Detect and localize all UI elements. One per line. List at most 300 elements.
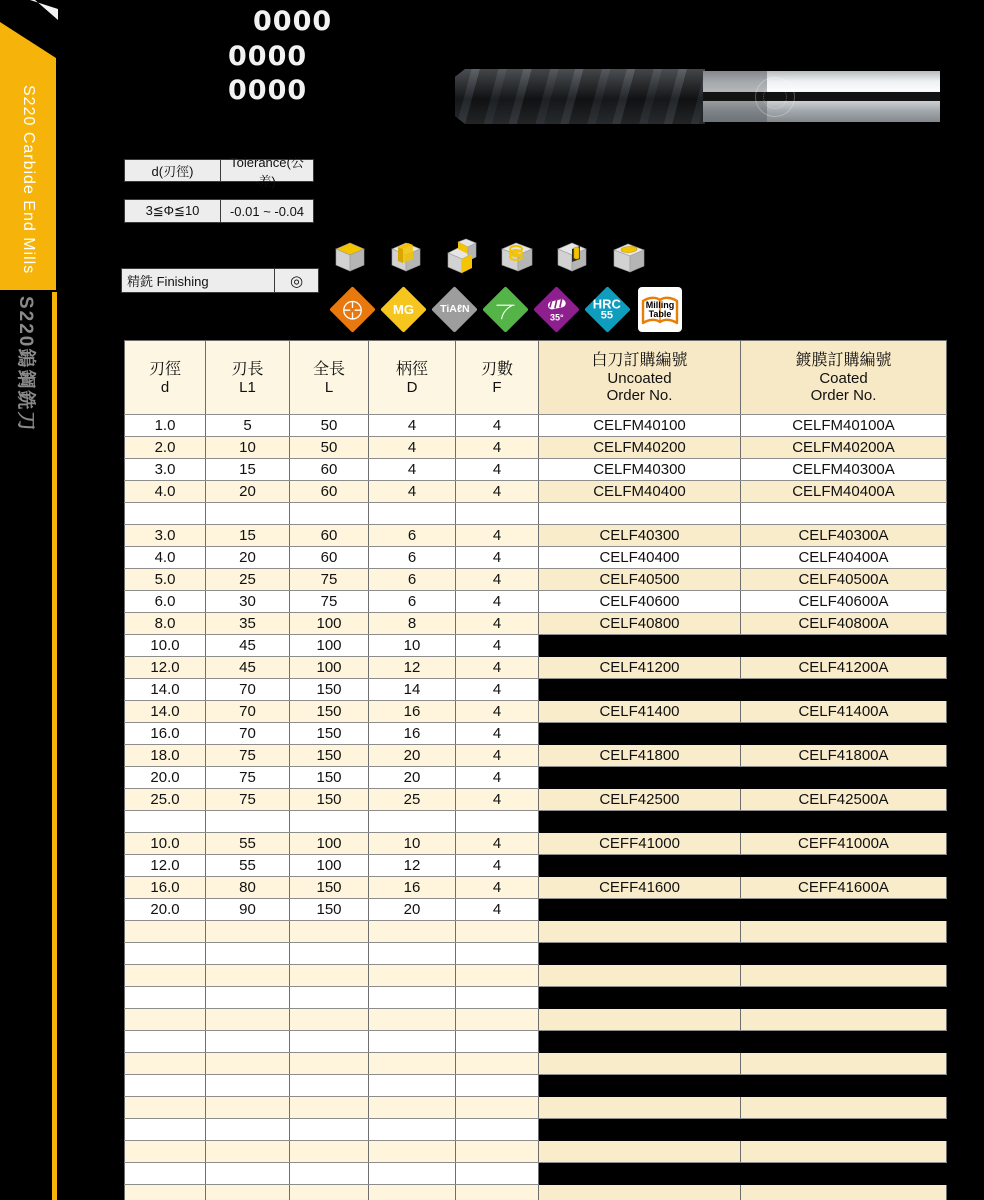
spec-cell <box>369 1031 456 1053</box>
spec-cell <box>456 503 539 525</box>
coated-order-cell: CELFM40200A <box>741 437 947 459</box>
spec-cell: 16 <box>369 723 456 745</box>
uncoated-order-cell <box>539 767 741 789</box>
coated-order-cell <box>741 723 947 745</box>
spec-cell: 100 <box>290 855 369 877</box>
spec-cell <box>206 943 290 965</box>
table-row <box>125 569 947 591</box>
finishing-row <box>121 268 319 293</box>
spec-cell <box>125 943 206 965</box>
feature-badges-row <box>327 285 682 333</box>
spec-cell: 12 <box>369 855 456 877</box>
spec-cell: 10 <box>206 437 290 459</box>
spec-cell: 75 <box>206 745 290 767</box>
spec-cell <box>369 943 456 965</box>
spec-cell <box>290 1009 369 1031</box>
spec-cell: 30 <box>206 591 290 613</box>
spec-cell: 4 <box>456 437 539 459</box>
spec-cell: 55 <box>206 833 290 855</box>
spec-cell <box>125 1053 206 1075</box>
coated-order-cell <box>741 855 947 877</box>
coated-order-cell: CELF41400A <box>741 701 947 723</box>
spec-cell <box>456 965 539 987</box>
spec-cell <box>290 1031 369 1053</box>
spec-cell <box>125 1031 206 1053</box>
spec-cell <box>125 1075 206 1097</box>
spec-cell: 150 <box>290 789 369 811</box>
milling-table-label: Milling Table <box>645 299 675 319</box>
uncoated-order-cell <box>539 1075 741 1097</box>
spec-cell: 4 <box>456 899 539 921</box>
spec-cell: 75 <box>290 591 369 613</box>
spec-cell <box>125 965 206 987</box>
spec-cell <box>369 811 456 833</box>
spec-cell <box>206 1119 290 1141</box>
spec-cell: 4 <box>456 635 539 657</box>
corner-accent <box>30 0 58 20</box>
uncoated-order-cell <box>539 1141 741 1163</box>
table-row <box>125 877 947 899</box>
spec-cell <box>290 1141 369 1163</box>
spec-cell: 4.0 <box>125 481 206 503</box>
spec-cell <box>125 811 206 833</box>
spec-cell: 4 <box>456 855 539 877</box>
spec-cell: 45 <box>206 657 290 679</box>
spec-cell: 20 <box>206 481 290 503</box>
spec-cell: 4 <box>456 547 539 569</box>
table-row <box>125 921 947 943</box>
spec-cell: 4 <box>369 481 456 503</box>
spec-cell <box>290 943 369 965</box>
col-header-overall-length: 全長 L <box>290 341 369 415</box>
spec-cell <box>456 1163 539 1185</box>
spec-cell <box>290 1185 369 1200</box>
step-milling-icon <box>440 238 480 276</box>
spec-cell <box>206 965 290 987</box>
spec-cell: 3.0 <box>125 459 206 481</box>
end-mill-photo <box>455 64 940 128</box>
spec-cell <box>456 1031 539 1053</box>
spec-cell: 20.0 <box>125 899 206 921</box>
spec-cell: 75 <box>206 767 290 789</box>
spec-cell <box>206 1163 290 1185</box>
coated-order-cell <box>741 503 947 525</box>
table-row <box>125 547 947 569</box>
spec-cell: 4 <box>456 877 539 899</box>
table-row <box>125 833 947 855</box>
spec-cell <box>290 1053 369 1075</box>
uncoated-order-cell <box>539 965 741 987</box>
slot-milling-icon <box>384 238 424 276</box>
uncoated-order-cell: CEFF41600 <box>539 877 741 899</box>
spec-cell <box>456 1075 539 1097</box>
product-code-3: 0000 <box>228 75 308 106</box>
spec-cell: 12 <box>369 657 456 679</box>
spec-cell: 100 <box>290 657 369 679</box>
badge-hrc <box>584 286 631 333</box>
uncoated-order-cell: CELF40400 <box>539 547 741 569</box>
table-row <box>125 657 947 679</box>
spec-cell: 4 <box>456 591 539 613</box>
spec-cell <box>206 503 290 525</box>
coated-order-cell: CELFM40300A <box>741 459 947 481</box>
spec-cell: 3.0 <box>125 525 206 547</box>
spec-cell <box>125 1141 206 1163</box>
spec-cell <box>290 965 369 987</box>
spec-cell <box>369 1185 456 1200</box>
badge-cutter <box>329 286 376 333</box>
finishing-label: 精銑 Finishing <box>127 274 209 289</box>
uncoated-order-cell: CEFF41000 <box>539 833 741 855</box>
product-code-2: 0000 <box>228 41 308 72</box>
coated-order-cell <box>741 679 947 701</box>
uncoated-order-cell: CELF42500 <box>539 789 741 811</box>
spec-cell: 15 <box>206 459 290 481</box>
tolerance-col1-header: d(刃徑) <box>151 164 194 179</box>
table-row <box>125 459 947 481</box>
coated-order-cell <box>741 1141 947 1163</box>
spec-cell: 25.0 <box>125 789 206 811</box>
table-row <box>125 1097 947 1119</box>
table-row <box>125 415 947 437</box>
spec-cell: 20 <box>369 745 456 767</box>
brand-watermark-icon <box>755 77 795 117</box>
spec-cell: 75 <box>206 789 290 811</box>
spec-cell <box>369 987 456 1009</box>
series-vertical-label: S220鎢鋼銑刀 <box>15 296 36 433</box>
end-mill-cross-section-icon <box>341 297 365 321</box>
spec-cell: 20.0 <box>125 767 206 789</box>
spec-cell <box>290 1119 369 1141</box>
spec-cell <box>369 1119 456 1141</box>
table-row <box>125 1119 947 1141</box>
spec-cell: 150 <box>290 701 369 723</box>
spec-cell <box>125 503 206 525</box>
spec-cell <box>125 1185 206 1200</box>
coated-order-cell: CELF40800A <box>741 613 947 635</box>
coated-order-cell: CELF42500A <box>741 789 947 811</box>
spec-cell <box>206 987 290 1009</box>
uncoated-order-cell <box>539 1053 741 1075</box>
spec-cell: 4 <box>456 415 539 437</box>
coated-order-cell <box>741 1163 947 1185</box>
spec-cell <box>290 1163 369 1185</box>
spec-cell: 16 <box>369 701 456 723</box>
spec-cell: 70 <box>206 701 290 723</box>
spec-cell: 5.0 <box>125 569 206 591</box>
coated-order-cell <box>741 943 947 965</box>
coated-order-cell <box>741 899 947 921</box>
spec-cell: 1.0 <box>125 415 206 437</box>
col-header-uncoated: 白刀訂購編號 Uncoated Order No. <box>539 341 741 415</box>
spec-table <box>124 340 947 1200</box>
spec-table-header-row <box>125 341 947 415</box>
spec-cell <box>369 503 456 525</box>
spec-cell: 150 <box>290 767 369 789</box>
tolerance-col2-header: Tolerance(公差) <box>220 160 313 181</box>
table-row <box>125 899 947 921</box>
spec-cell: 60 <box>290 459 369 481</box>
uncoated-order-cell <box>539 943 741 965</box>
coated-order-cell <box>741 1053 947 1075</box>
spec-cell <box>206 1075 290 1097</box>
coated-order-cell: CELF40500A <box>741 569 947 591</box>
table-row <box>125 987 947 1009</box>
spec-cell: 20 <box>369 767 456 789</box>
table-row <box>125 481 947 503</box>
spec-cell: 4 <box>456 679 539 701</box>
spec-cell <box>125 987 206 1009</box>
corner-milling-icon <box>552 238 592 276</box>
spec-cell <box>369 1075 456 1097</box>
end-mill-flutes <box>455 69 705 124</box>
uncoated-order-cell: CELF41200 <box>539 657 741 679</box>
spec-cell: 16 <box>369 877 456 899</box>
helical-milling-icon <box>496 238 536 276</box>
table-row <box>125 701 947 723</box>
tolerance-value-row <box>124 199 314 223</box>
spec-cell <box>456 1119 539 1141</box>
spec-cell: 2.0 <box>125 437 206 459</box>
uncoated-order-cell <box>539 987 741 1009</box>
spec-cell: 55 <box>206 855 290 877</box>
end-mill-stripe <box>703 92 940 101</box>
uncoated-order-cell <box>539 635 741 657</box>
spec-cell: 4 <box>456 481 539 503</box>
sidebar-rule <box>52 292 57 1200</box>
coated-order-cell: CELF40600A <box>741 591 947 613</box>
spec-cell: 14.0 <box>125 679 206 701</box>
spec-cell: 4 <box>369 459 456 481</box>
tolerance-header-row <box>124 154 314 189</box>
spec-cell: 6.0 <box>125 591 206 613</box>
finishing-rating: ◎ <box>274 269 318 292</box>
spec-cell <box>290 503 369 525</box>
spec-cell: 12.0 <box>125 657 206 679</box>
spec-cell <box>456 1053 539 1075</box>
spiral-flute-icon <box>546 297 568 322</box>
uncoated-order-cell <box>539 899 741 921</box>
spec-cell: 60 <box>290 547 369 569</box>
tialn-label: TiAℓN <box>439 302 470 315</box>
uncoated-order-cell: CELF40500 <box>539 569 741 591</box>
milling-table-badge <box>638 287 682 332</box>
uncoated-order-cell: CELFM40100 <box>539 415 741 437</box>
spec-cell: 10.0 <box>125 833 206 855</box>
spec-cell: 4 <box>456 701 539 723</box>
spec-cell: 10 <box>369 833 456 855</box>
pocket-milling-icon <box>608 238 648 276</box>
spec-cell: 150 <box>290 679 369 701</box>
spec-cell <box>206 811 290 833</box>
table-row <box>125 525 947 547</box>
spec-cell <box>125 1097 206 1119</box>
table-row <box>125 1163 947 1185</box>
uncoated-order-cell <box>539 811 741 833</box>
spec-cell: 16.0 <box>125 723 206 745</box>
spec-cell <box>206 1031 290 1053</box>
spec-cell <box>290 1075 369 1097</box>
col-header-coated: 鍍膜訂購編號 Coated Order No. <box>741 341 947 415</box>
spec-cell: 70 <box>206 723 290 745</box>
coated-order-cell <box>741 1097 947 1119</box>
series-band-label: S220 Carbide End Mills <box>20 84 37 275</box>
diameter-range: 3≦Φ≦10 <box>145 203 200 218</box>
spec-cell: 6 <box>369 591 456 613</box>
spec-cell <box>456 811 539 833</box>
spec-cell: 50 <box>290 437 369 459</box>
badge-profile <box>482 286 529 333</box>
spec-cell <box>456 1009 539 1031</box>
table-row <box>125 1075 947 1097</box>
table-row <box>125 811 947 833</box>
coated-order-cell: CELFM40400A <box>741 481 947 503</box>
machining-icons-row <box>328 238 648 278</box>
spec-cell: 14.0 <box>125 701 206 723</box>
spec-cell <box>206 1141 290 1163</box>
spec-cell: 100 <box>290 635 369 657</box>
coated-order-cell: CELF41800A <box>741 745 947 767</box>
spec-cell: 25 <box>369 789 456 811</box>
uncoated-order-cell <box>539 723 741 745</box>
spec-cell <box>206 921 290 943</box>
coated-order-cell: CELF40400A <box>741 547 947 569</box>
spec-cell: 4 <box>456 613 539 635</box>
spec-cell: 4 <box>456 525 539 547</box>
coated-order-cell: CELF40300A <box>741 525 947 547</box>
spec-cell: 4 <box>456 459 539 481</box>
table-row <box>125 613 947 635</box>
coated-order-cell <box>741 921 947 943</box>
spec-cell: 35 <box>206 613 290 635</box>
spec-cell: 4 <box>456 767 539 789</box>
table-row <box>125 965 947 987</box>
spec-cell <box>290 987 369 1009</box>
coated-order-cell <box>741 1009 947 1031</box>
table-row <box>125 855 947 877</box>
spec-cell <box>290 811 369 833</box>
spec-cell: 20 <box>369 899 456 921</box>
uncoated-order-cell: CELF41400 <box>539 701 741 723</box>
table-row <box>125 943 947 965</box>
spec-cell <box>369 1163 456 1185</box>
spec-cell <box>456 987 539 1009</box>
table-row <box>125 1141 947 1163</box>
col-header-flutes: 刃數 F <box>456 341 539 415</box>
table-row <box>125 767 947 789</box>
hrc-label: HRC <box>593 295 622 311</box>
coated-order-cell <box>741 1185 947 1200</box>
product-code-1: 0000 <box>253 6 333 37</box>
coated-order-cell <box>741 1119 947 1141</box>
spec-cell: 4 <box>456 569 539 591</box>
spec-cell <box>369 1053 456 1075</box>
spec-cell <box>369 1009 456 1031</box>
spec-cell: 10 <box>369 635 456 657</box>
table-row <box>125 1009 947 1031</box>
spec-cell: 4.0 <box>125 547 206 569</box>
uncoated-order-cell <box>539 921 741 943</box>
spec-cell <box>206 1009 290 1031</box>
spec-cell: 60 <box>290 525 369 547</box>
col-header-shank-diameter: 柄徑 D <box>369 341 456 415</box>
coated-order-cell <box>741 1031 947 1053</box>
table-row <box>125 723 947 745</box>
spec-cell: 100 <box>290 833 369 855</box>
spec-cell: 4 <box>456 833 539 855</box>
uncoated-order-cell <box>539 1185 741 1200</box>
table-row <box>125 1031 947 1053</box>
table-row <box>125 745 947 767</box>
badge-flute-35 <box>533 286 580 333</box>
spec-cell: 18.0 <box>125 745 206 767</box>
spec-cell: 100 <box>290 613 369 635</box>
table-row <box>125 1053 947 1075</box>
spec-cell <box>456 921 539 943</box>
coated-order-cell <box>741 965 947 987</box>
spec-cell: 4 <box>456 789 539 811</box>
badge-mg <box>380 286 427 333</box>
spec-cell: 14 <box>369 679 456 701</box>
spec-cell: 4 <box>369 415 456 437</box>
spec-cell: 10.0 <box>125 635 206 657</box>
uncoated-order-cell <box>539 1009 741 1031</box>
coated-order-cell <box>741 767 947 789</box>
coated-order-cell <box>741 635 947 657</box>
spec-cell: 4 <box>369 437 456 459</box>
uncoated-order-cell <box>539 1031 741 1053</box>
spec-cell: 4 <box>456 723 539 745</box>
spec-cell: 70 <box>206 679 290 701</box>
spec-table-body <box>125 415 947 1200</box>
uncoated-order-cell <box>539 1097 741 1119</box>
uncoated-order-cell <box>539 503 741 525</box>
spec-cell <box>456 1097 539 1119</box>
tolerance-value: -0.01 ~ -0.04 <box>220 200 313 222</box>
uncoated-order-cell: CELFM40400 <box>539 481 741 503</box>
spec-cell: 16.0 <box>125 877 206 899</box>
spec-cell <box>125 1119 206 1141</box>
uncoated-order-cell: CELF40300 <box>539 525 741 547</box>
table-row <box>125 591 947 613</box>
coated-order-cell <box>741 811 947 833</box>
spec-cell: 8.0 <box>125 613 206 635</box>
coated-order-cell: CEFF41000A <box>741 833 947 855</box>
table-row <box>125 635 947 657</box>
spec-cell: 15 <box>206 525 290 547</box>
spec-cell: 80 <box>206 877 290 899</box>
table-row <box>125 679 947 701</box>
spec-cell: 6 <box>369 547 456 569</box>
spec-cell: 150 <box>290 899 369 921</box>
spec-cell: 50 <box>290 415 369 437</box>
spec-cell: 45 <box>206 635 290 657</box>
spec-cell <box>125 1009 206 1031</box>
uncoated-order-cell: CELFM40300 <box>539 459 741 481</box>
spec-cell <box>290 921 369 943</box>
uncoated-order-cell <box>539 1163 741 1185</box>
spec-cell: 75 <box>290 569 369 591</box>
coated-order-cell: CELF41200A <box>741 657 947 679</box>
spec-cell <box>125 921 206 943</box>
spec-cell: 25 <box>206 569 290 591</box>
spec-cell <box>206 1053 290 1075</box>
spec-cell: 20 <box>206 547 290 569</box>
coated-order-cell: CELFM40100A <box>741 415 947 437</box>
hrc-value: 55 <box>601 308 614 321</box>
spec-cell: 150 <box>290 745 369 767</box>
spec-cell: 4 <box>456 745 539 767</box>
